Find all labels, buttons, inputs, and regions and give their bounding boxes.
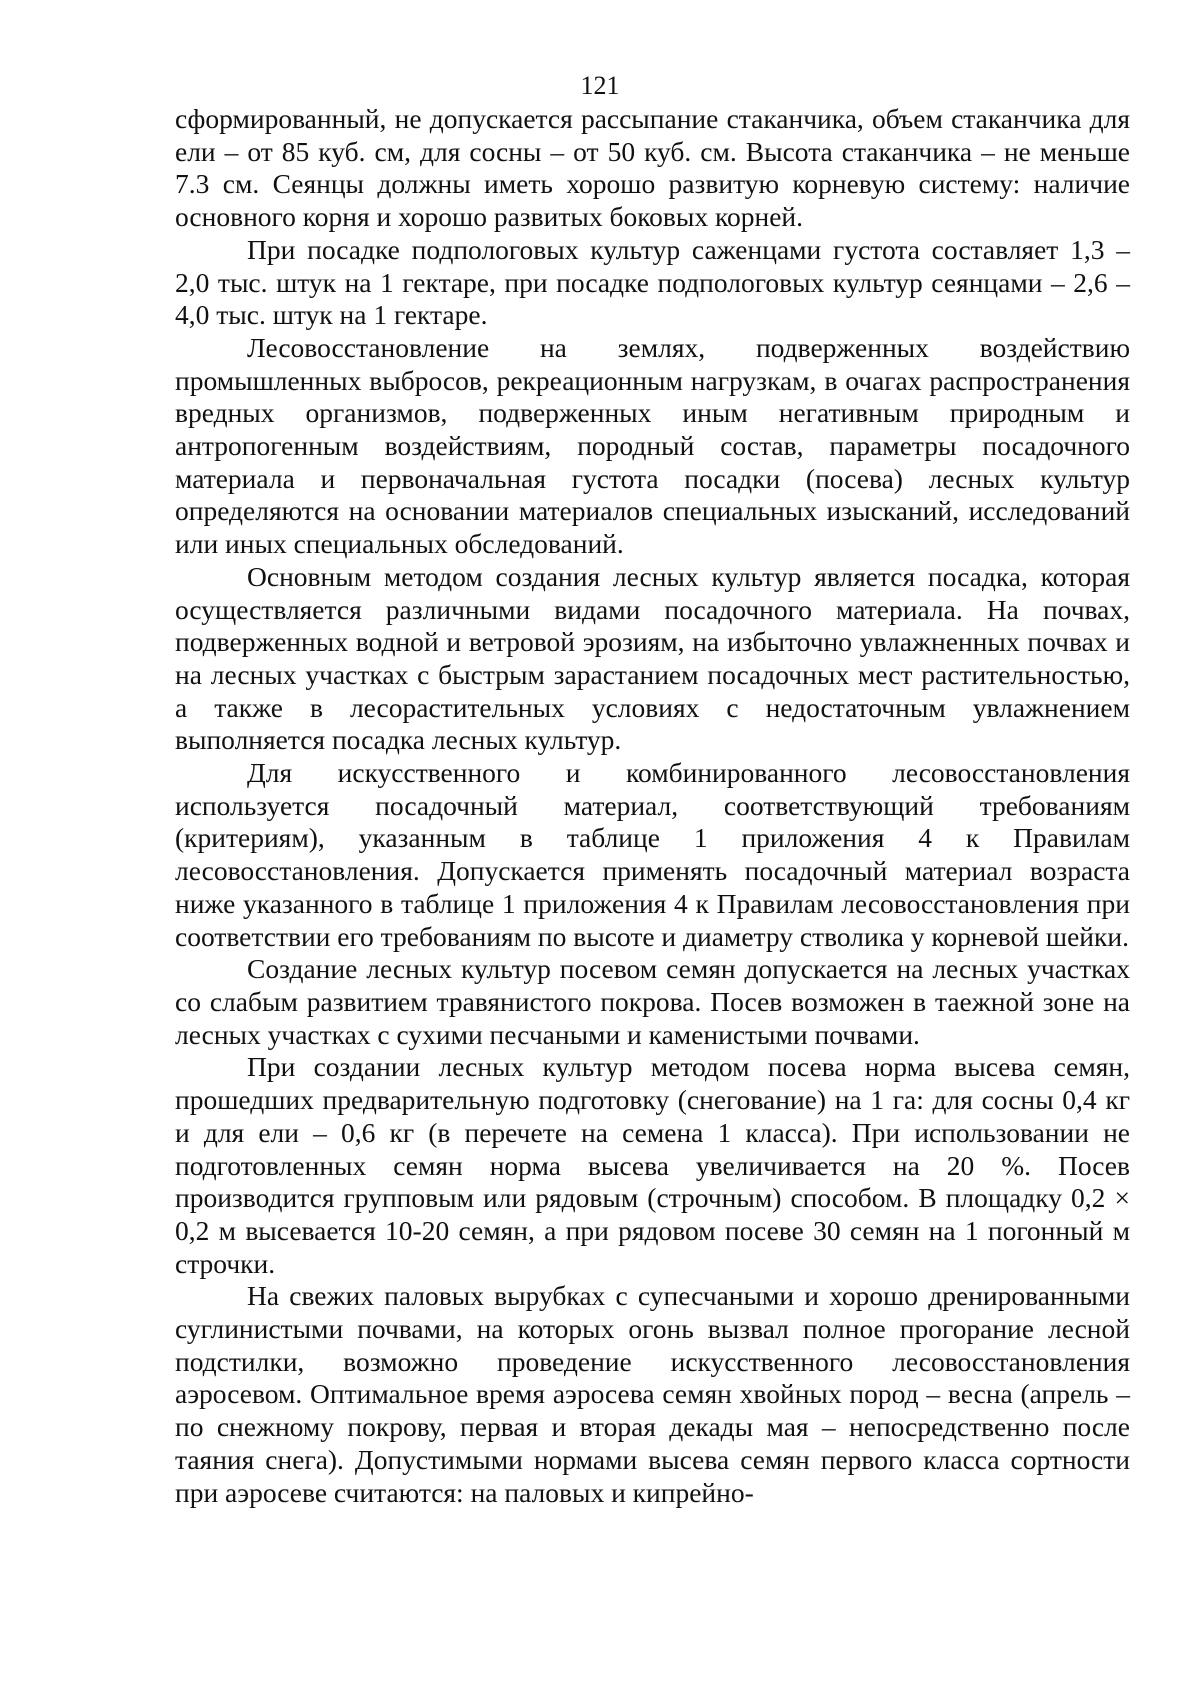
paragraph-seeding-conditions: Создание лесных культур посевом семян допускается на лесных участках со слабым развитием травянистого покрова. Посев возможен в таежной зоне на лесных участках с сухими песчаными и каменистыми почвами. [175,953,1130,1050]
paragraph-aerial-seeding: На свежих паловых вырубках с супесчаными и хорошо дренированными суглинистыми почвами, на которых огонь вызвал полное прогорание лесной подстилки, возможно проведение искусственного лесовосстановления аэросевом. Оптимальное время аэросева семян хвойных пород – весна (апрель – по снежному покрову, первая и вторая декады мая – непосредственно после таяния снега). Допустимыми нормами высева семян первого класса сортности при аэросеве считаются: на паловых и кипрейно- [175,1280,1130,1508]
paragraph-planting-method: Основным методом создания лесных культур является посадка, которая осуществляется различными видами посадочного материала. На почвах, подверженных водной и ветровой эрозиям, на избыточно увлажненных почвах и на лесных участках с быстрым зарастанием посадочных мест растительностью, а также в лесорастительных условиях с недостаточным увлажнением выполняется посадка лесных культур. [175,560,1130,756]
paragraph-reforestation-impacted-lands: Лесовосстановление на землях, подверженных воздействию промышленных выбросов, рекреационным нагрузкам, в очагах распространения вредных организмов, подверженных иным негативным природным и антропогенным воздействиям, породный состав, параметры посадочного материала и первоначальная густота посадки (посева) лесных культур определяются на основании материалов специальных изысканий, исследований или иных специальных обследований. [175,331,1130,560]
document-body [175,103,1130,1509]
paragraph-underplanting-density: При посадке подпологовых культур саженцами густота составляет 1,3 – 2,0 тыс. штук на 1 гектаре, при посадке подпологовых культур сеянцами – 2,6 – 4,0 тыс. штук на 1 гектаре. [175,233,1130,331]
paragraph-continuation: сформированный, не допускается рассыпание стаканчика, объем стаканчика для ели – от 85 куб. см, для сосны – от 50 куб. см. Высота стаканчика – не меньше 7.3 см. Сеянцы должны иметь хорошо развитую корневую систему: наличие основного корня и хорошо развитых боковых корней. [175,103,1130,233]
paragraph-seeding-rates: При создании лесных культур методом посева норма высева семян, прошедших предварительную подготовку (снегование) на 1 га: для сосны 0,4 кг и для ели – 0,6 кг (в перечете на семена 1 класса). При использовании не подготовленных семян норма высева увеличивается на 20 %. Посев производится групповым или рядовым (строчным) способом. В площадку 0,2 × 0,2 м высевается 10-20 семян, а при рядовом посеве 30 семян на 1 погонный м строчки. [175,1051,1130,1279]
paragraph-planting-material: Для искусственного и комбинированного лесовосстановления используется посадочный материал, соответствующий требованиям (критериям), указанным в таблице 1 приложения 4 к Правилам лесовосстановления. Допускается применять посадочный материал возраста ниже указанного в таблице 1 приложения 4 к Правилам лесовосстановления при соответствии его требованиям по высоте и диаметру стволика у корневой шейки. [175,757,1130,952]
page-number: 121 [580,71,620,100]
